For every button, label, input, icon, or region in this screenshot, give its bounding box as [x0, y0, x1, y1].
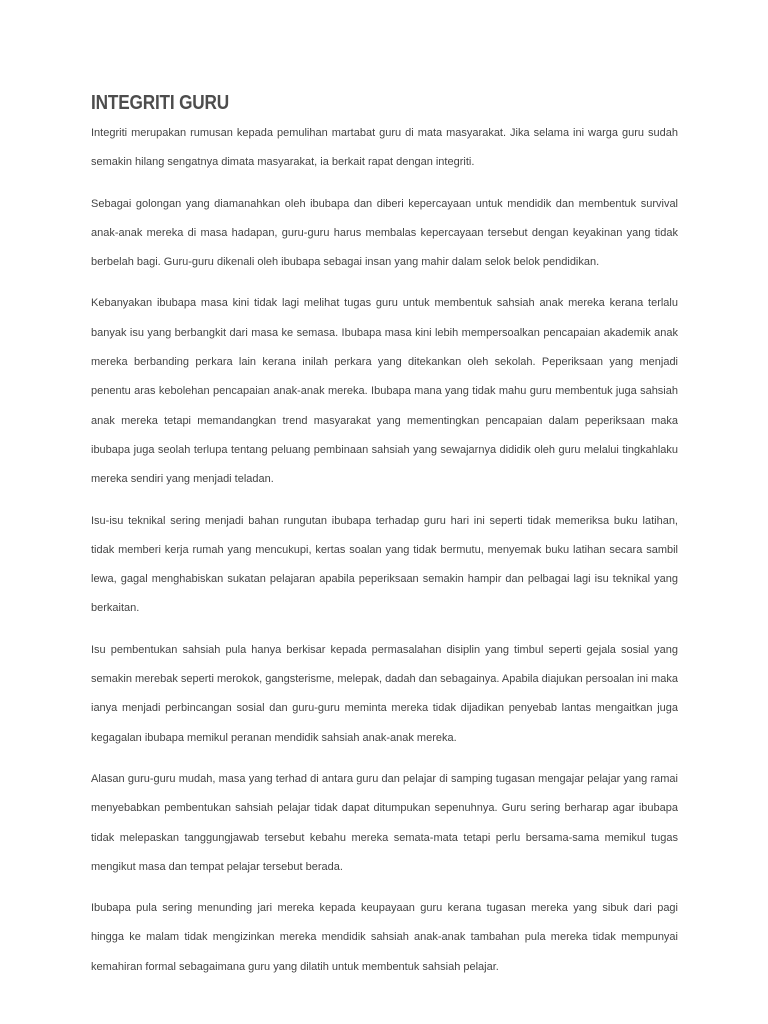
paragraph-2: Sebagai golongan yang diamanahkan oleh ibubapa dan diberi kepercayaan untuk mendidik dan membentuk survival anak-anak mereka di masa hadapan, guru-guru harus membalas kepercayaan tersebut dengan keyakinan yang tidak berbelah bagi. Guru-guru dikenali oleh ibubapa sebagai insan yang mahir dalam selok belok pendidikan.	[91, 197, 678, 269]
paragraph-4: Isu-isu teknikal sering menjadi bahan rungutan ibubapa terhadap guru hari ini seperti tidak memeriksa buku latihan, tidak memberi kerja rumah yang mencukupi, kertas soalan yang tidak bermutu, menyemak buku latihan secara sambil lewa, gagal menghabiskan sukatan pelajaran apabila peperiksaan semakin hampir dan pelbagai lagi isu teknikal yang berkaitan.	[91, 514, 678, 615]
document-body	[91, 119, 678, 982]
paragraph-5: Isu pembentukan sahsiah pula hanya berkisar kepada permasalahan disiplin yang timbul seperti gejala sosial yang semakin merebak seperti merokok, gangsterisme, melepak, dadah dan sebagainya. Apabila diajukan persoalan ini maka ianya menjadi perbincangan sosial dan guru-guru meminta mereka tidak dijadikan penyebab lantas mengaitkan juga kegagalan ibubapa memikul peranan mendidik sahsiah anak-anak mereka.	[91, 643, 679, 744]
paragraph-7: Ibubapa pula sering menunding jari mereka kepada keupayaan guru kerana tugasan mereka yang sibuk dari pagi hingga ke malam tidak mengizinkan mereka mendidik sahsiah anak-anak tambahan pula mereka tidak mempunyai kemahiran formal sebagaimana guru yang dilatih untuk membentuk sahsiah pelajar.	[91, 902, 678, 973]
document-title: INTEGRITI GURU	[91, 92, 230, 114]
paragraph-1: Integriti merupakan rumusan kepada pemulihan martabat guru di mata masyarakat. Jika selama ini warga guru sudah semakin hilang sengatnya dimata masyarakat, ia berkait rapat dengan integriti.	[91, 127, 678, 169]
paragraph-3: Kebanyakan ibubapa masa kini tidak lagi melihat tugas guru untuk membentuk sahsiah anak mereka kerana terlalu banyak isu yang berbangkit dari masa ke semasa. Ibubapa masa kini lebih mempersoalkan pencapaian akademik anak mereka berbanding perkara lain kerana inilah perkara yang ditekankan oleh sekolah. Peperiksaan yang menjadi penentu aras kebolehan pencapaian anak-anak mereka. Ibubapa mana yang tidak mahu guru membentuk juga sahsiah anak mereka tetapi memandangkan trend masyarakat yang mementingkan pencapaian dalam peperiksaan maka ibubapa juga seolah terlupa tentang peluang pembinaan sahsiah yang sewajarnya dididik oleh guru melalui tingkahlaku mereka sendiri yang menjadi teladan.	[91, 297, 678, 486]
document-content	[91, 89, 678, 994]
paragraph-6: Alasan guru-guru mudah, masa yang terhad di antara guru dan pelajar di samping tugasan mengajar pelajar yang ramai menyebabkan pembentukan sahsiah pelajar tidak dapat ditumpukan sepenuhnya. Guru sering berharap agar ibubapa tidak melepaskan tanggungjawab tersebut kebahu mereka semata-mata tetapi perlu bersama-sama memikul tugas mengikut masa dan tempat pelajar tersebut berada.	[91, 772, 678, 873]
